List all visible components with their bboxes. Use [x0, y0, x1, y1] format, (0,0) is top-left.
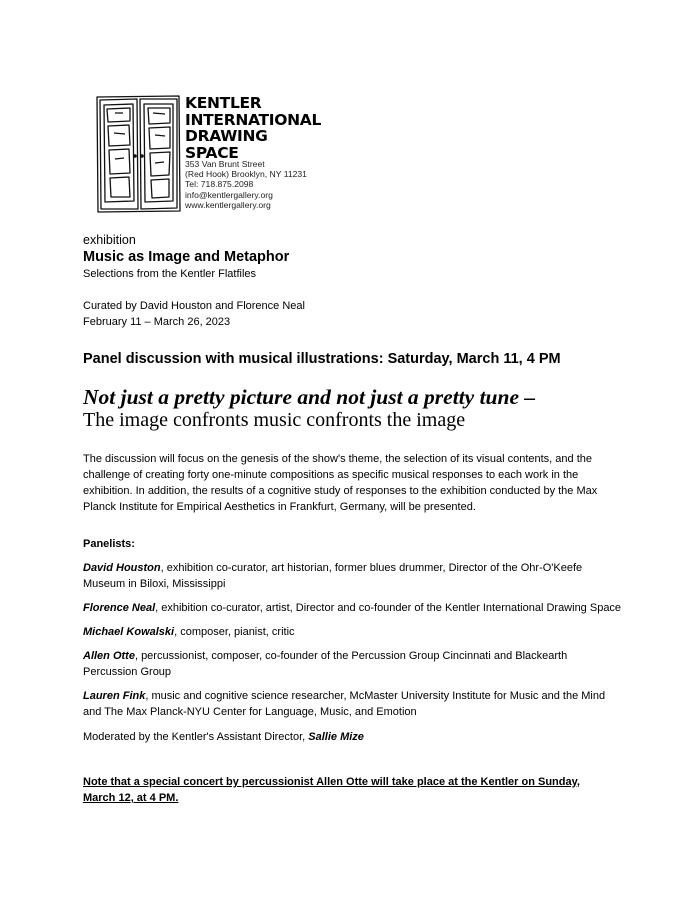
address-street: 353 Van Brunt Street: [185, 159, 265, 169]
gallery-name-line: SPACE: [185, 143, 239, 162]
description: The discussion will focus on the genesis of the show's theme, the selection of its visual contents, and the challenge of creating forty one-minute compositions as specific musical responses to each work in the exhibition. In addition, the results of a cognitive study of responses to the exhibition conducted by the Max Planck Institute for Empirical Aesthetics in Frankfurt, Germany, will be presented.: [83, 453, 598, 513]
exhibition-subtitle: Selections from the Kentler Flatfiles: [83, 268, 257, 280]
panelist-bio: , music and cognitive science researcher, McMaster University Institute for Music and the Mind and The Max Planck-NYU Center for Language, Music, and Emotion: [83, 690, 606, 718]
panelist: [83, 600, 623, 616]
moderator-prefix: Moderated by the Kentler's Assistant Director,: [83, 731, 309, 743]
gallery-name-line: INTERNATIONAL: [185, 110, 322, 129]
address-website: www.kentlergallery.org: [185, 199, 271, 210]
document-body: [83, 230, 623, 806]
panelist-bio: , composer, pianist, critic: [174, 626, 295, 638]
panelist-bio: , percussionist, composer, co-founder of the Percussion Group Cincinnati and Blackearth Percussion Group: [83, 650, 568, 678]
headline-line2: The image confronts music confronts the image: [83, 409, 466, 431]
panelist: [83, 624, 623, 640]
exhibition-title: Music as Image and Metaphor: [83, 249, 290, 265]
address-phone: Tel: 718.875.2098: [185, 179, 254, 190]
address-email: info@kentlergallery.org: [185, 189, 273, 200]
panelist-name: Michael Kowalski: [83, 626, 175, 638]
headline-line1: Not just a pretty picture and not just a pretty tune –: [83, 385, 536, 409]
panelist-name: Allen Otte: [83, 650, 135, 662]
panelist-name: Florence Neal: [83, 602, 156, 614]
exhibition-label: exhibition: [83, 233, 136, 247]
panelist-bio: , exhibition co-curator, artist, Director and co-founder of the Kentler International Drawing Space: [155, 602, 622, 614]
moderator-name: Sallie Mize: [308, 731, 364, 743]
panelist-name: Lauren Fink: [83, 690, 146, 702]
panelists-heading: Panelists:: [83, 538, 135, 550]
moderator-line: [83, 729, 623, 745]
exhibition-dates: February 11 – March 26, 2023: [83, 315, 231, 328]
panelist-bio: , exhibition co-curator, art historian, former blues drummer, Director of the Ohr-O'Keefe Museum in Biloxi, Mississippi: [83, 562, 583, 590]
gallery-logo: [95, 93, 335, 215]
gallery-name-line: KENTLER: [185, 94, 262, 112]
gallery-name: [185, 95, 321, 161]
gallery-name-line: DRAWING: [185, 127, 268, 145]
concert-note: Note that a special concert by percussionist Allen Otte will take place at the Kentler on Sunday, March 12, at 4 PM.: [83, 776, 580, 804]
panelist: [83, 560, 623, 592]
doors-drawing-icon: [95, 93, 181, 213]
gallery-address: [185, 159, 307, 210]
address-city: (Red Hook) Brooklyn, NY 11231: [185, 169, 307, 180]
panel-heading: Panel discussion with musical illustrations: Saturday, March 11, 4 PM: [83, 351, 561, 367]
panelist: [83, 688, 623, 720]
curators: Curated by David Houston and Florence Neal: [83, 300, 305, 312]
panelist-name: David Houston: [83, 562, 161, 574]
panelist: [83, 648, 623, 680]
